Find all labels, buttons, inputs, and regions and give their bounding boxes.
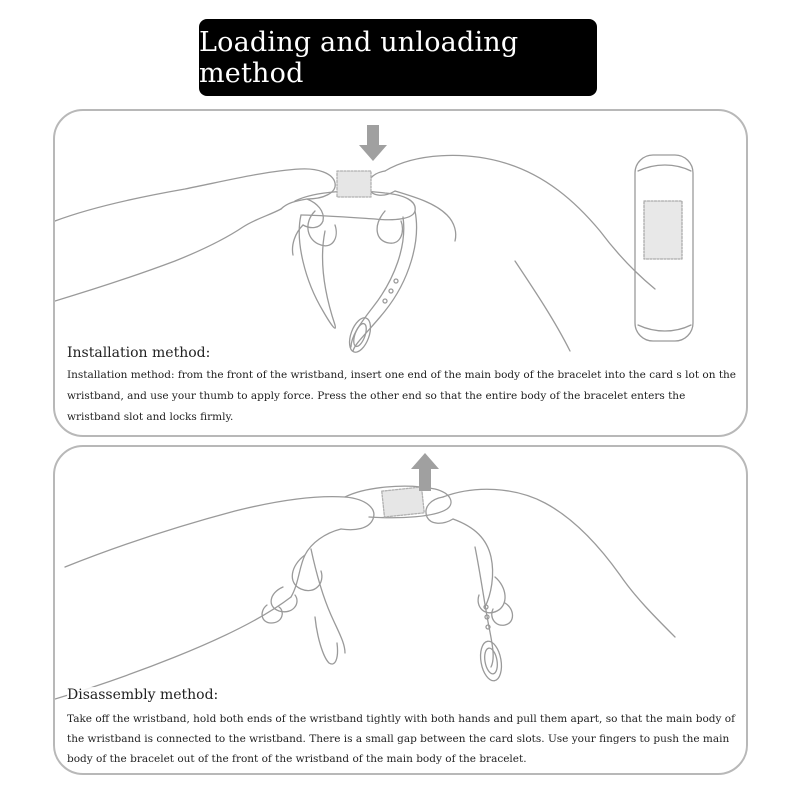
arrow-down-icon bbox=[359, 125, 387, 161]
installation-panel bbox=[53, 109, 748, 437]
arrow-up-icon bbox=[411, 453, 439, 491]
disassembly-text: Take off the wristband, hold both ends of the wristband tightly with both hands and pull them apart, so that the main body of the wristband is connected to the wristband. There is a small gap between the card slots. Use your fingers to push the main body of the bracelet out of the front of the wristband of the main body of the bracelet. bbox=[67, 713, 736, 765]
disassembly-panel bbox=[53, 445, 748, 775]
page-title: Loading and unloading method bbox=[199, 19, 597, 96]
installation-heading: Installation method: bbox=[67, 345, 211, 361]
disassembly-heading: Disassembly method: bbox=[67, 687, 219, 703]
installation-text: Installation method: from the front of the wristband, insert one end of the main body of the bracelet into the card s lot on the wristband, and use your thumb to apply force. Press the other end so that the entire body of the bracelet enters the wristband slot and locks firmly. bbox=[67, 369, 737, 423]
